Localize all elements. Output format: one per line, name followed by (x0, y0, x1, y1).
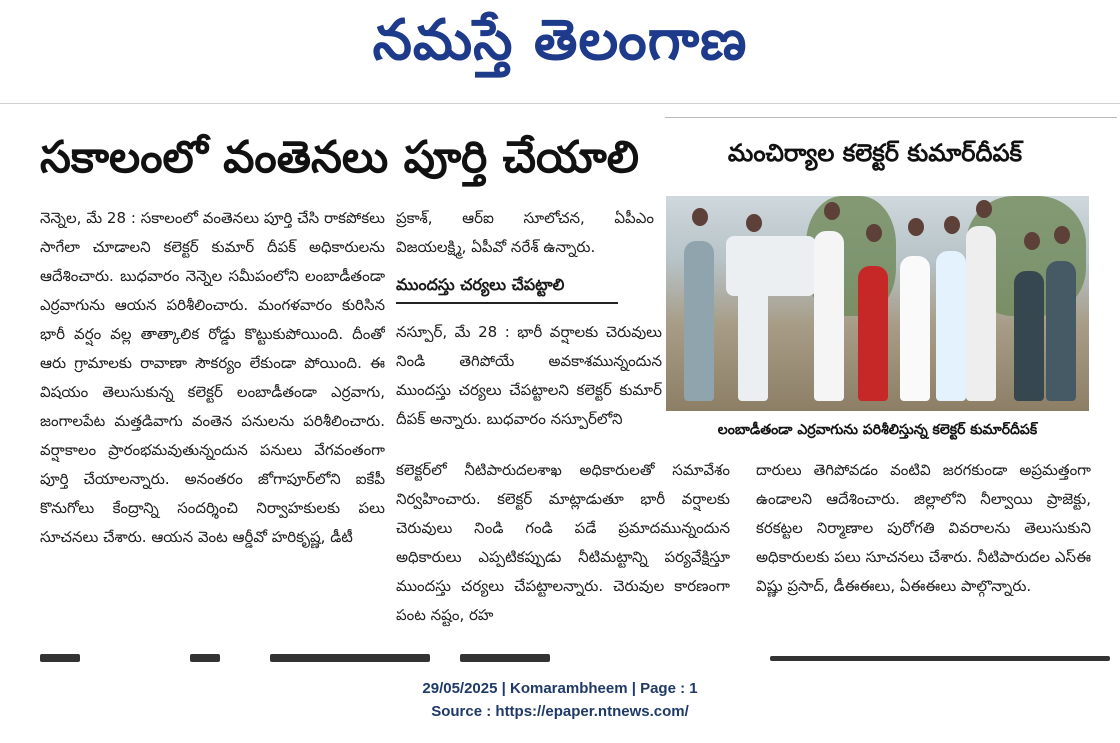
article-subheading: ముందస్తు చర్యలు చేపట్టాలి (396, 268, 618, 304)
article-headline: సకాలంలో వంతెనలు పూర్తి చేయాలి (40, 132, 639, 183)
source-link[interactable]: Source : https://epaper.ntnews.com/ (431, 703, 689, 720)
article-column-3: దారులు తెగిపోవడం వంటివి జరగకుండా అప్రమత్తంగా ఉండాలని ఆదేశించారు. జిల్లాలోని నీల్వాయి ప్రాజెక్టు, కరకట్టల నిర్మాణాల పురోగతి వివరాలను తెలుసుకుని అధికారులకు పలు సూచనలు చేశారు. నీటిపారుదల ఎస్ఈ విష్ణు ప్రసాద్, డీఈఈలు, ఏఈఈలు పాల్గొన్నారు. (756, 461, 1091, 595)
next-article-fragment (40, 648, 1120, 662)
divider (665, 117, 1117, 118)
clip-border (0, 103, 1120, 104)
article-column-1: నెన్నెల, మే 28 : సకాలంలో వంతెనలు పూర్తి చేసి రాకపోకలు సాగేలా చూడాలని కలెక్టర్ కుమార్ దీపక్ అధికారులను ఆదేశించారు. బుధవారం నెన్నెల సమీపంలోని లంబాడీతండా ఎర్రవాగును ఆయన పరిశీలించారు. మంగళవారం కురిసిన భారీ వర్షం వల్ల తాత్కాలిక రోడ్డు కొట్టుకుపోయింది. దీంతో ఆరు గ్రామాలకు రావాణా సౌకర్యం లేకుండా పోయింది. ఈ విషయం తెలుసుకున్న కలెక్టర్ లంబాడీతండా ఎర్రవాగు, జంగాలపేట మత్తడివాగు వంతెన పనులను పరిశీలించారు. వర్షాకాలం ప్రారంభమవుతున్నందున పనులు వేగవంతంగా పూర్తి చేయాలన్నారు. అనంతరం జోగాపూర్‌లోని ఐకేపీ కొనుగోలు కేంద్రాన్ని సందర్శించి నిర్వాహకులకు పలు సూచనలు చేశారు. ఆయన వెంట ఆర్డీవో హరికృష్ణ, డీటీ (40, 209, 385, 546)
article-column-2: నస్పూర్, మే 28 : భారీ వర్షాలకు చెరువులు నిండి తెగిపోయే అవకాశమున్నందున ముందస్తు చర్యలు చేపట్టాలని కలెక్టర్ కుమార్ దీపక్ అన్నారు. బుధవారం నస్పూర్‌లోని (396, 323, 662, 428)
edition-info: 29/05/2025 | Komarambheem | Page : 1 (422, 680, 698, 697)
news-photo (666, 196, 1089, 411)
article-column-2-top: ప్రకాశ్, ఆర్ఐ సూలోచన, ఏపీఎం విజయలక్ష్మి, ఏపీవో నరేశ్ ఉన్నారు. (396, 209, 654, 256)
photo-caption-heading: మంచిర్యాల కలెక్టర్ కుమార్‌దీపక్ (727, 139, 1023, 167)
newspaper-logo: నమస్తే తెలంగాణ (372, 8, 748, 73)
article-column-2-continued: కలెక్టర్‌లో నీటిపారుదలశాఖ అధికారులతో సమావేశం నిర్వహించారు. కలెక్టర్ మాట్లాడుతూ భారీ వర్షాలకు చెరువులు నిండి గండి పడే ప్రమాదమున్నందున అధికారులు ఎప్పటికప్పుడు నీటిమట్టాన్ని పర్యవేక్షిస్తూ ముందస్తు చర్యలు చేపట్టాలన్నారు. చెరువుల కారణంగా పంట నష్టం, రహ (396, 461, 730, 624)
photo-caption: లంబాడీతండా ఎర్రవాగును పరిశీలిస్తున్న కలెక్టర్ కుమార్‌దీపక్ (717, 422, 1038, 438)
masthead (0, 0, 1120, 95)
